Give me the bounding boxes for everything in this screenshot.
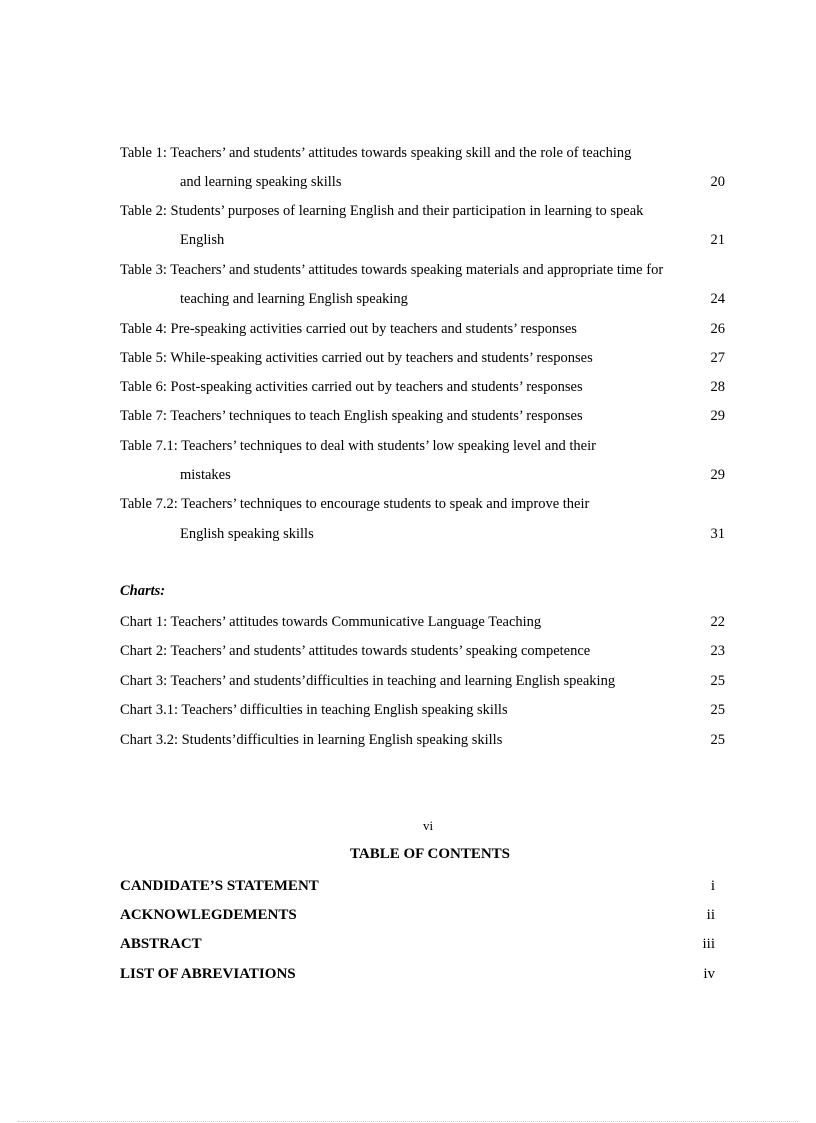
entry-text-cont: teaching and learning English speaking	[180, 291, 408, 307]
entry-page: 26	[710, 321, 725, 337]
entry-text-cont: and learning speaking skills	[180, 174, 342, 190]
entry-page: 29	[710, 408, 725, 424]
page-border	[18, 1121, 798, 1122]
entry-page: 31	[710, 526, 725, 542]
entry-text-cont: English	[180, 232, 225, 248]
toc-label: LIST OF ABREVIATIONS	[120, 966, 296, 982]
entry-page: 25	[710, 732, 725, 748]
entry-page: 25	[710, 702, 725, 718]
entry-text: Chart 3: Teachers’ and students’difficulties in teaching and learning English speaking	[120, 673, 616, 689]
toc-page: iii	[702, 936, 715, 952]
entry-text: Chart 3.1: Teachers’ difficulties in teaching English speaking skills	[120, 702, 508, 718]
entry-text: Chart 3.2: Students’difficulties in learning English speaking skills	[120, 732, 503, 748]
toc-label: ABSTRACT	[120, 936, 202, 952]
entry-page: 29	[710, 467, 725, 483]
toc-page: i	[710, 878, 715, 894]
page-number: vi	[422, 818, 434, 833]
entry-text: Table 1: Teachers’ and students’ attitudes towards speaking skill and the role of teaching	[120, 145, 632, 161]
entry-text: Table 3: Teachers’ and students’ attitudes towards speaking materials and appropriate time for	[120, 262, 664, 278]
entry-text: Table 6: Post-speaking activities carried out by teachers and students’ responses	[120, 379, 583, 395]
entry-text: Chart 1: Teachers’ attitudes towards Communicative Language Teaching	[120, 614, 542, 630]
entry-text: Table 2: Students’ purposes of learning English and their participation in learning to speak	[120, 203, 644, 219]
entry-text-cont: English speaking skills	[180, 526, 314, 542]
entry-page: 25	[710, 673, 725, 689]
entry-text: Table 7: Teachers’ techniques to teach English speaking and students’ responses	[120, 408, 583, 424]
entry-text-cont: mistakes	[180, 467, 231, 483]
entry-page: 27	[710, 350, 725, 366]
entry-text: Table 7.2: Teachers’ techniques to encourage students to speak and improve their	[120, 496, 590, 512]
toc-label: ACKNOWLEGDEMENTS	[120, 907, 297, 923]
entry-page: 21	[710, 232, 725, 248]
entry-page: 22	[710, 614, 725, 630]
entry-page: 24	[710, 291, 725, 307]
entry-page: 20	[710, 174, 725, 190]
entry-page: 28	[710, 379, 725, 395]
entry-text: Table 4: Pre-speaking activities carried out by teachers and students’ responses	[120, 321, 577, 337]
toc-page: iv	[703, 966, 715, 982]
entry-text: Table 7.1: Teachers’ techniques to deal with students’ low speaking level and their	[120, 438, 596, 454]
entry-text: Chart 2: Teachers’ and students’ attitudes towards students’ speaking competence	[120, 643, 591, 659]
charts-heading: Charts:	[120, 583, 166, 599]
toc-page: ii	[706, 907, 715, 923]
entry-text: Table 5: While-speaking activities carried out by teachers and students’ responses	[120, 350, 593, 366]
entry-page: 23	[710, 643, 725, 659]
toc-title: TABLE OF CONTENTS	[349, 846, 511, 862]
toc-label: CANDIDATE’S STATEMENT	[120, 878, 319, 894]
